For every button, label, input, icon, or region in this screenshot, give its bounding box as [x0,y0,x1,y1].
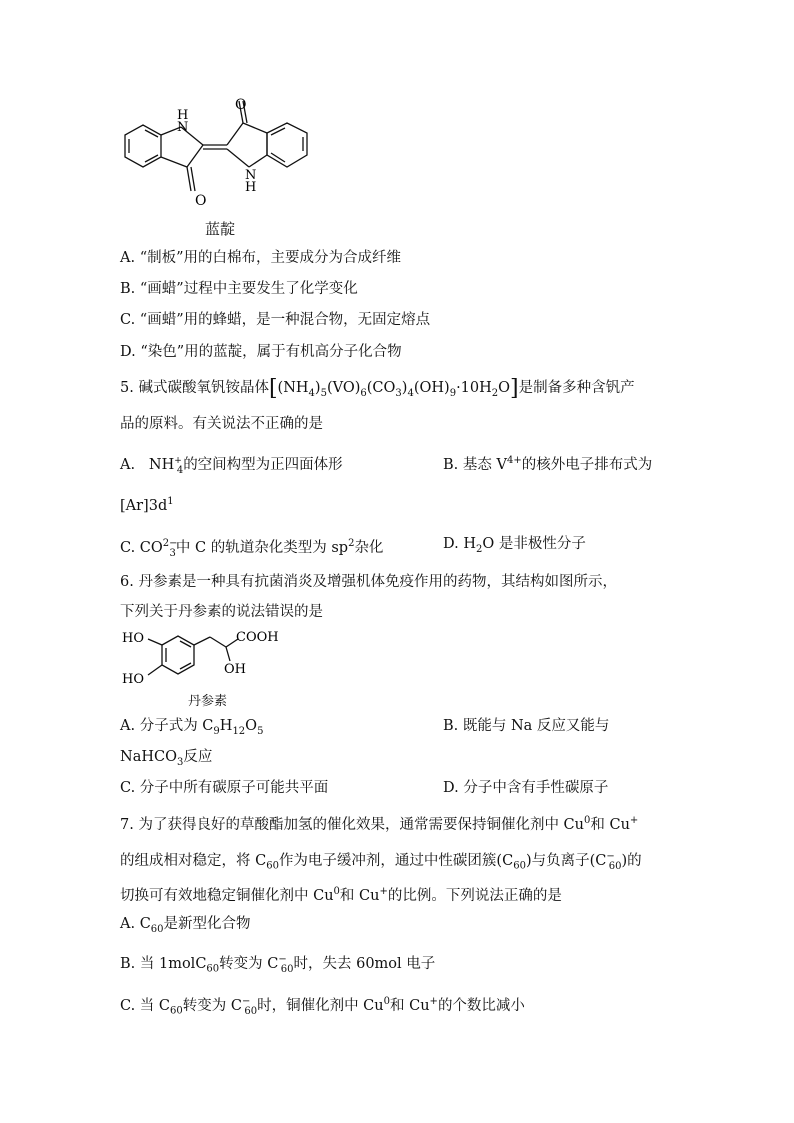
q5-stem-line1 [120,378,635,404]
danshensu-cooh: COOH [236,630,279,645]
q7-option-a: A. $C_{60}$是新型化合物 [120,916,251,935]
q5-stem-post: 是制备多种含钒产 [518,380,635,396]
q5-stem-pre: 5. 碱式碳酸氧钒铵晶体 [120,380,269,396]
q6-stem-line1: 6. 丹参素是一种具有抗菌消炎及增强机体免疫作用的药物，其结构如图所示， [120,574,617,590]
indigo-structure [115,95,335,215]
q7-option-b: B. 当 1molC$_{60}$转变为 $C^-_{60}$时，失去 60mol 电子 [120,954,436,975]
q5-option-b: B. 基态 $V^{4+}$的核外电子排布式为 [443,455,653,473]
q5-option-c: C. $CO^{2-}_3$中 C 的轨道杂化类型为 $sp^2$杂化 [120,538,384,559]
q4-option-b: B. “画蜡”过程中主要发生了化学变化 [120,281,358,297]
q6-option-c: C. 分子中所有碳原子可能共平面 [120,780,329,796]
danshensu-oh: OH [224,662,246,677]
indigo-nh-top-h: H [177,108,189,123]
q4-option-d: D. “染色”用的蓝靛，属于有机高分子化合物 [120,344,402,360]
q7-stem-line2: 的组成相对稳定，将 $C_{60}$作为电子缓冲剂，通过中性碳团簇$(C_{60})$与负离子$(C^-_{60})$的 [120,851,642,872]
q6-option-b: B. 既能与 Na 反应又能与 [443,718,610,734]
q5-stem-line2: 品的原料。有关说法不正确的是 [120,416,323,432]
q7-option-c: C. 当 $C_{60}$转变为 $C^-_{60}$时，铜催化剂中 Cu$^0$和 Cu+的个数比减小 [120,996,525,1017]
q6-option-b-continued: NaHCO$_3$反应 [120,749,213,768]
indigo-caption: 蓝靛 [205,220,236,238]
indigo-n-bottom: N [245,168,257,183]
q7-stem-line3: 切换可有效地稳定铜催化剂中 Cu$^0$和 Cu+的比例。下列说法正确的是 [120,886,562,904]
q5-option-a: A. $NH^+_4$的空间构型为正四面体形 [120,456,343,476]
q4-option-c: C. “画蜡”用的蜂蜡，是一种混合物，无固定熔点 [120,312,431,328]
danshensu-caption: 丹参素 [188,694,228,709]
q6-stem-line2: 下列关于丹参素的说法错误的是 [120,604,323,620]
indigo-o-top: O [235,97,247,113]
danshensu-structure [118,625,298,697]
q5-option-b-continued: $[Ar]3d^1$ [120,496,174,514]
q7-stem-line1: 7. 为了获得良好的草酸酯加氢的催化效果，通常需要保持铜催化剂中 Cu$^0$和 Cu+ [120,815,639,833]
q5-formula: $[(NH_4)_5(VO)_6(CO_3)_4(OH)_9\cdot 10H_2O]$ [268,376,519,401]
indigo-nh-bottom-h: H [245,180,257,195]
indigo-o-bottom: O [195,193,207,209]
q6-option-a: A. 分子式为 $C_9H_{12}O_5$ [120,718,264,737]
q5-option-d: D. $H_2O$ 是非极性分子 [443,536,586,555]
danshensu-ho-bottom: HO [122,672,144,687]
indigo-n-top: N [177,120,189,135]
danshensu-ho-top: HO [122,631,144,646]
q6-option-d: D. 分子中含有手性碳原子 [443,780,609,796]
q4-option-a: A. “制板”用的白棉布，主要成分为合成纤维 [120,250,402,266]
